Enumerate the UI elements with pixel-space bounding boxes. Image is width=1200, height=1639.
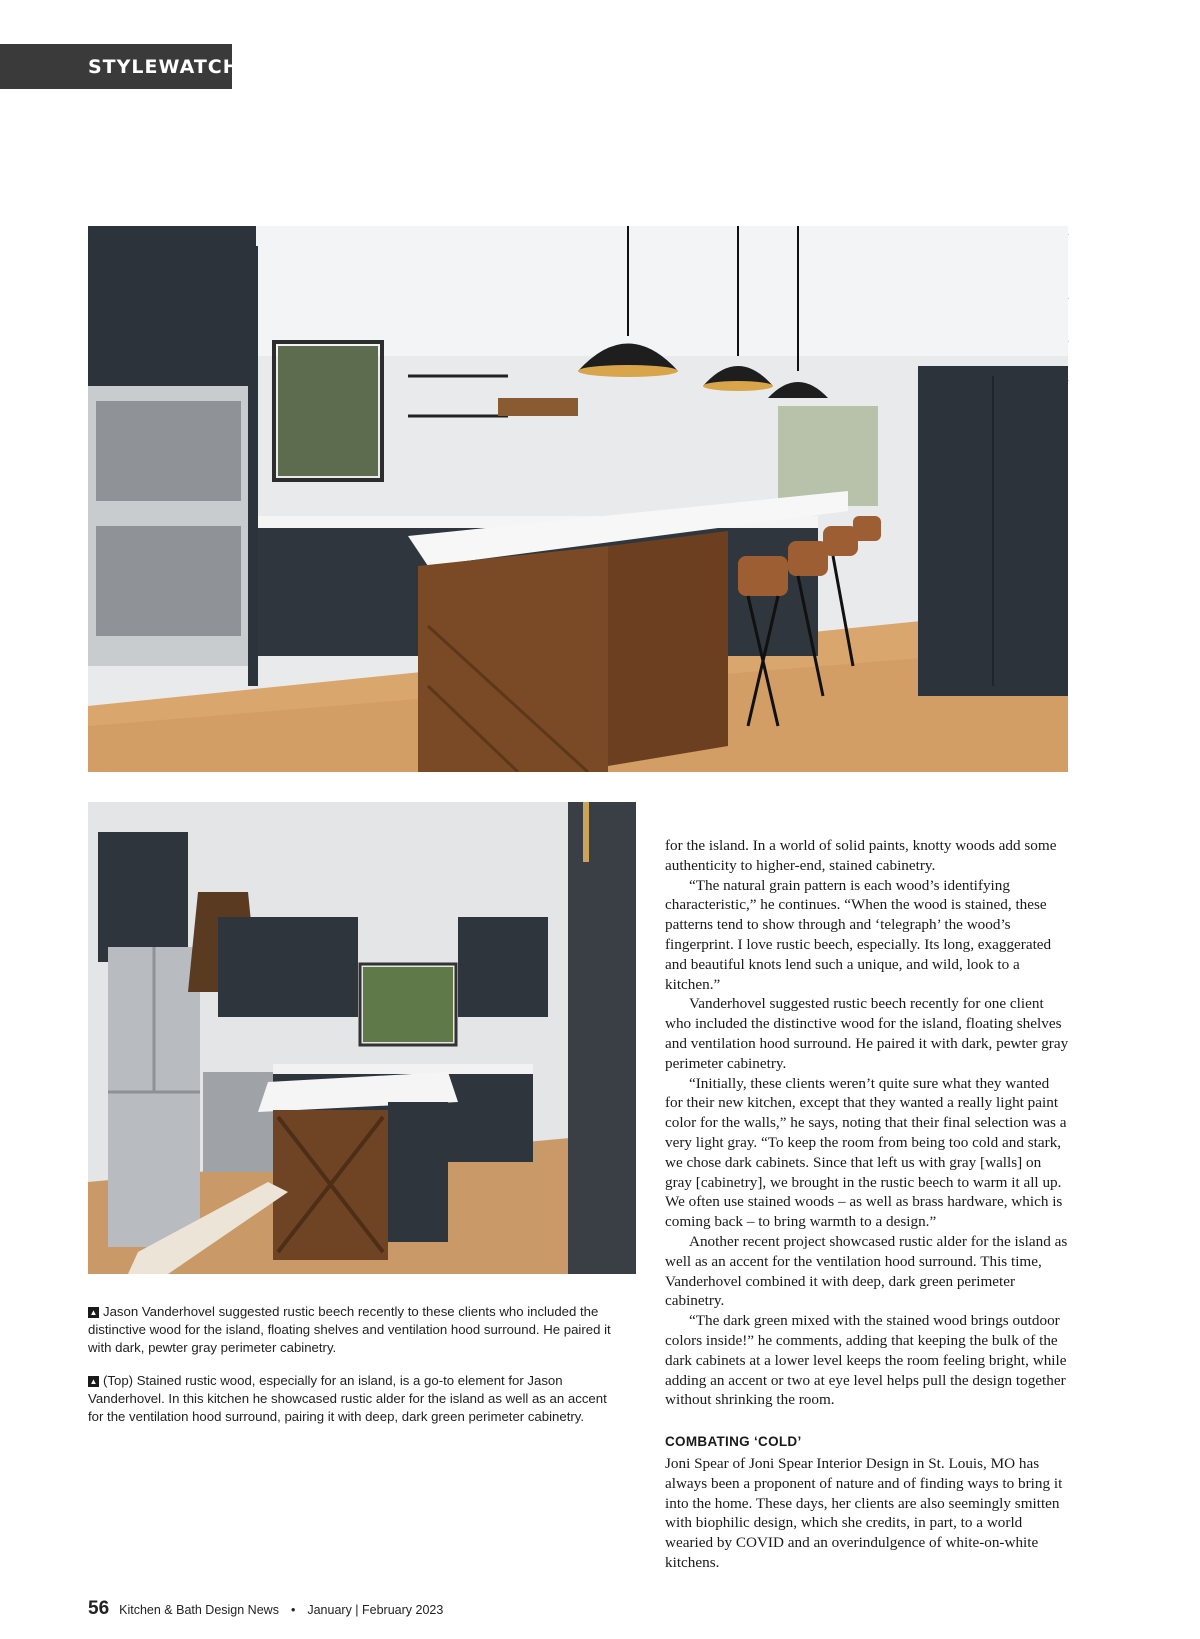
footer-separator: • xyxy=(290,1603,296,1617)
article-paragraph: “The dark green mixed with the stained wood brings outdoor colors inside!” he comments, adding that keeping the bulk of the dark cabinets at a lower level keeps the room feeling bright, while adding an accent or two at eye level helps pull the design together without shrinking the room. xyxy=(665,1312,1067,1409)
kitchen-photo-top xyxy=(88,226,1068,772)
arrow-up-icon: ▲ xyxy=(89,1308,98,1317)
caption-top-photo xyxy=(88,1372,618,1426)
issue-date: January | February 2023 xyxy=(307,1603,444,1617)
arrow-up-icon: ▲ xyxy=(89,1377,98,1386)
photo-captions xyxy=(88,1303,618,1441)
page-footer xyxy=(88,1598,443,1620)
article-body xyxy=(665,836,1070,1573)
page-number: 56 xyxy=(88,1598,110,1619)
caption-text: Jason Vanderhovel suggested rustic beech recently to these clients who included the distinctive wood for the island, floating shelves and ventilation hood surround. He paired it with dark, pewter gray perimeter cabinetry. xyxy=(88,1304,611,1355)
article-paragraph: Vanderhovel suggested rustic beech recently for one client who included the distinctive wood for the island, floating shelves and ventilation hood surround. He paired it with dark, pewter gray perimeter cabinetry. xyxy=(665,995,1069,1072)
publication-name: Kitchen & Bath Design News xyxy=(119,1603,279,1617)
article-paragraph: “The natural grain pattern is each wood’s identifying characteristic,” he continues. “When the wood is stained, these patterns tend to show through and ‘telegraph’ the wood’s fingerprint. I love rustic beech, especially. Its long, exaggerated and beautiful knots lend such a unique, and wild, look to a kitchen.” xyxy=(665,876,1052,993)
section-label: STYLEWATCH xyxy=(0,44,232,89)
caption-bottom-photo xyxy=(88,1303,618,1357)
article-subhead: COMBATING ‘COLD’ xyxy=(665,1434,802,1450)
article-paragraph: “Initially, these clients weren’t quite sure what they wanted for their new kitchen, except that they wanted a really light paint color for the walls,” he says, noting that their final selection was a very light gray. “To keep the room from being too cold and stark, we chose dark cabinets. Since that left us with gray [walls] on gray [cabinetry], we brought in the rustic beech to warm it all up. We often use stained woods – as well as brass hardware, which is coming back – to bring warmth to a design.” xyxy=(665,1074,1067,1231)
kitchen-photo-bottom xyxy=(88,802,636,1274)
article-paragraph: Another recent project showcased rustic alder for the island as well as an accent for the ventilation hood surround. This time, Vanderhovel combined it with deep, dark green perimeter cabinetry. xyxy=(665,1232,1068,1310)
article-paragraph: for the island. In a world of solid paints, knotty woods add some authenticity to higher-end, stained cabinetry. xyxy=(665,837,1057,874)
caption-text: (Top) Stained rustic wood, especially for an island, is a go-to element for Jason Vanderhovel. In this kitchen he showcased rustic alder for the island as well as an accent for the ventilation hood surround, pairing it with deep, dark green perimeter cabinetry. xyxy=(88,1373,607,1424)
article-paragraph: Joni Spear of Joni Spear Interior Design in St. Louis, MO has always been a proponent of nature and of finding ways to bring it into the home. These days, her clients are also seemingly smitten with biophilic design, which she credits, in part, to a world wearied by COVID and an overindulgence of white-on-white kitchens. xyxy=(665,1454,1063,1571)
